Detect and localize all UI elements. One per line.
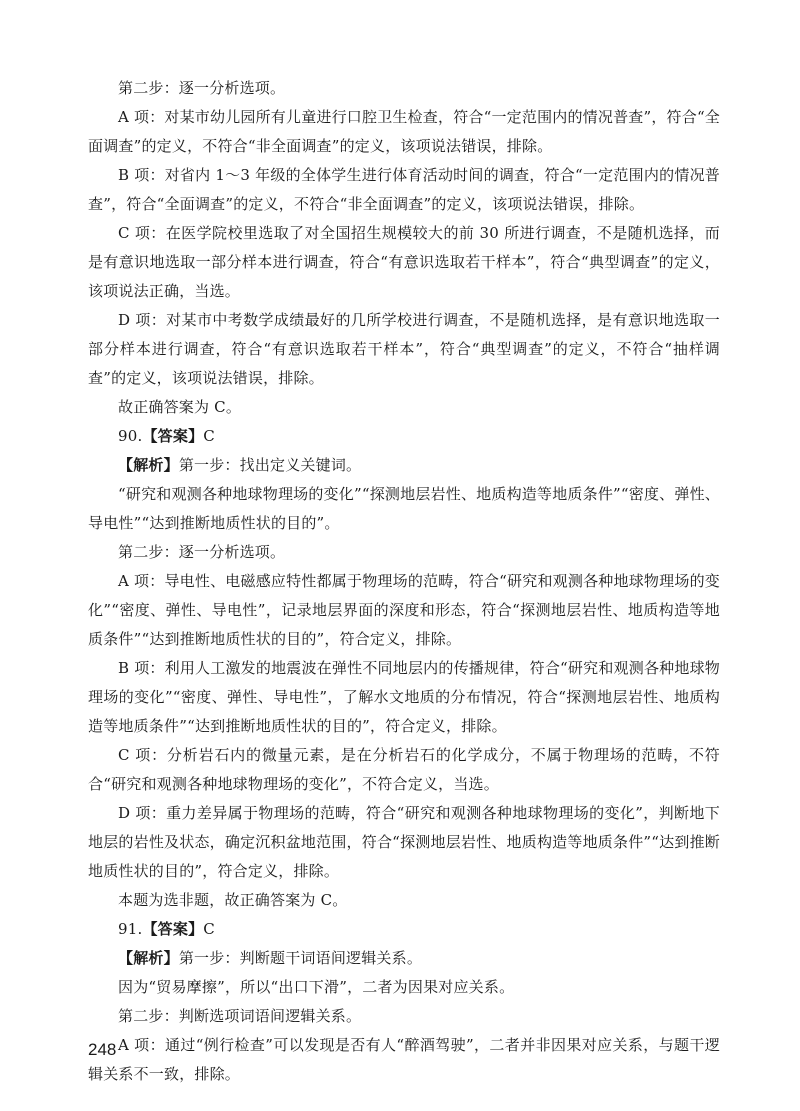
keyword-paragraph: “研究和观测各种地球物理场的变化”“探测地层岩性、地质构造等地质条件”“密度、弹性、导电性”“达到推断地质性状的目的”。 — [88, 485, 720, 532]
answer-value: C — [203, 427, 215, 445]
answer-conclusion: 故正确答案为 C。 — [118, 398, 242, 416]
relation-paragraph: 因为“贸易摩擦”，所以“出口下滑”，二者为因果对应关系。 — [118, 978, 515, 996]
option-b-paragraph: B 项：对省内 1～3 年级的全体学生进行体育活动时间的调查，符合“一定范围内的情况普查”，符合“全面调查”的定义，不符合“非全面调查”的定义，该项说法错误，排除。 — [88, 166, 720, 213]
question-number: 90. — [118, 427, 143, 445]
step-two-heading: 第二步：判断选项词语间逻辑关系。 — [118, 1007, 362, 1025]
option-d-paragraph: D 项：重力差异属于物理场的范畴，符合“研究和观测各种地球物理场的变化”，判断地下地层的岩性及状态，确定沉积盆地范围，符合“探测地层岩性、地质构造等地质条件”“达到推断地质性状的目的”，符合定义，排除。 — [88, 804, 720, 880]
option-b-paragraph: B 项：利用人工激发的地震波在弹性不同地层内的传播规律，符合“研究和观测各种地球物理场的变化”“密度、弹性、导电性”，了解水文地质的分布情况，符合“探测地层岩性、地质构造等地质条件”“达到推断地质性状的目的”，符合定义，排除。 — [88, 659, 720, 735]
option-d-paragraph: D 项：对某市中考数学成绩最好的几所学校进行调查，不是随机选择，是有意识地选取一部分样本进行调查，符合“有意识选取若干样本”，符合“典型调查”的定义，不符合“抽样调查”的定义，该项说法错误，排除。 — [88, 311, 720, 387]
step-two-heading: 第二步：逐一分析选项。 — [118, 543, 286, 561]
option-a-paragraph: A 项：通过“例行检查”可以发现是否有人“醉酒驾驶”，二者并非因果对应关系，与题干逻辑关系不一致，排除。 — [88, 1036, 720, 1083]
answer-90-line — [88, 422, 720, 451]
analysis-90-line — [88, 451, 720, 480]
analysis-text: 第一步：找出定义关键词。 — [178, 456, 362, 474]
analysis-text: 第一步：判断题干词语间逻辑关系。 — [178, 949, 423, 967]
page-number: 248 — [88, 1040, 117, 1059]
answer-conclusion: 本题为选非题，故正确答案为 C。 — [118, 891, 348, 909]
answer-label: 【答案】 — [142, 427, 204, 445]
analysis-label: 【解析】 — [118, 456, 179, 474]
option-c-paragraph: C 项：在医学院校里选取了对全国招生规模较大的前 30 所进行调查，不是随机选择，而是有意识地选取一部分样本进行调查，符合“有意识选取若干样本”，符合“典型调查”的定义，该项说法正确，当选。 — [88, 224, 720, 300]
step-two-heading: 第二步：逐一分析选项。 — [118, 79, 286, 97]
document-body — [88, 74, 720, 1089]
option-c-paragraph: C 项：分析岩石内的微量元素，是在分析岩石的化学成分，不属于物理场的范畴，不符合“研究和观测各种地球物理场的变化”，不符合定义，当选。 — [88, 746, 720, 793]
option-a-paragraph: A 项：对某市幼儿园所有儿童进行口腔卫生检查，符合“一定范围内的情况普查”，符合“全面调查”的定义，不符合“非全面调查”的定义，该项说法错误，排除。 — [88, 108, 721, 155]
question-number: 91. — [118, 920, 143, 938]
answer-91-line — [88, 915, 720, 944]
answer-label: 【答案】 — [142, 920, 204, 938]
analysis-91-line — [88, 944, 720, 973]
analysis-label: 【解析】 — [118, 949, 179, 967]
answer-value: C — [203, 920, 215, 938]
option-a-paragraph: A 项：导电性、电磁感应特性都属于物理场的范畴，符合“研究和观测各种地球物理场的变化”“密度、弹性、导电性”，记录地层界面的深度和形态，符合“探测地层岩性、地质构造等地质条件”“达到推断地质性状的目的”，符合定义，排除。 — [88, 572, 720, 648]
